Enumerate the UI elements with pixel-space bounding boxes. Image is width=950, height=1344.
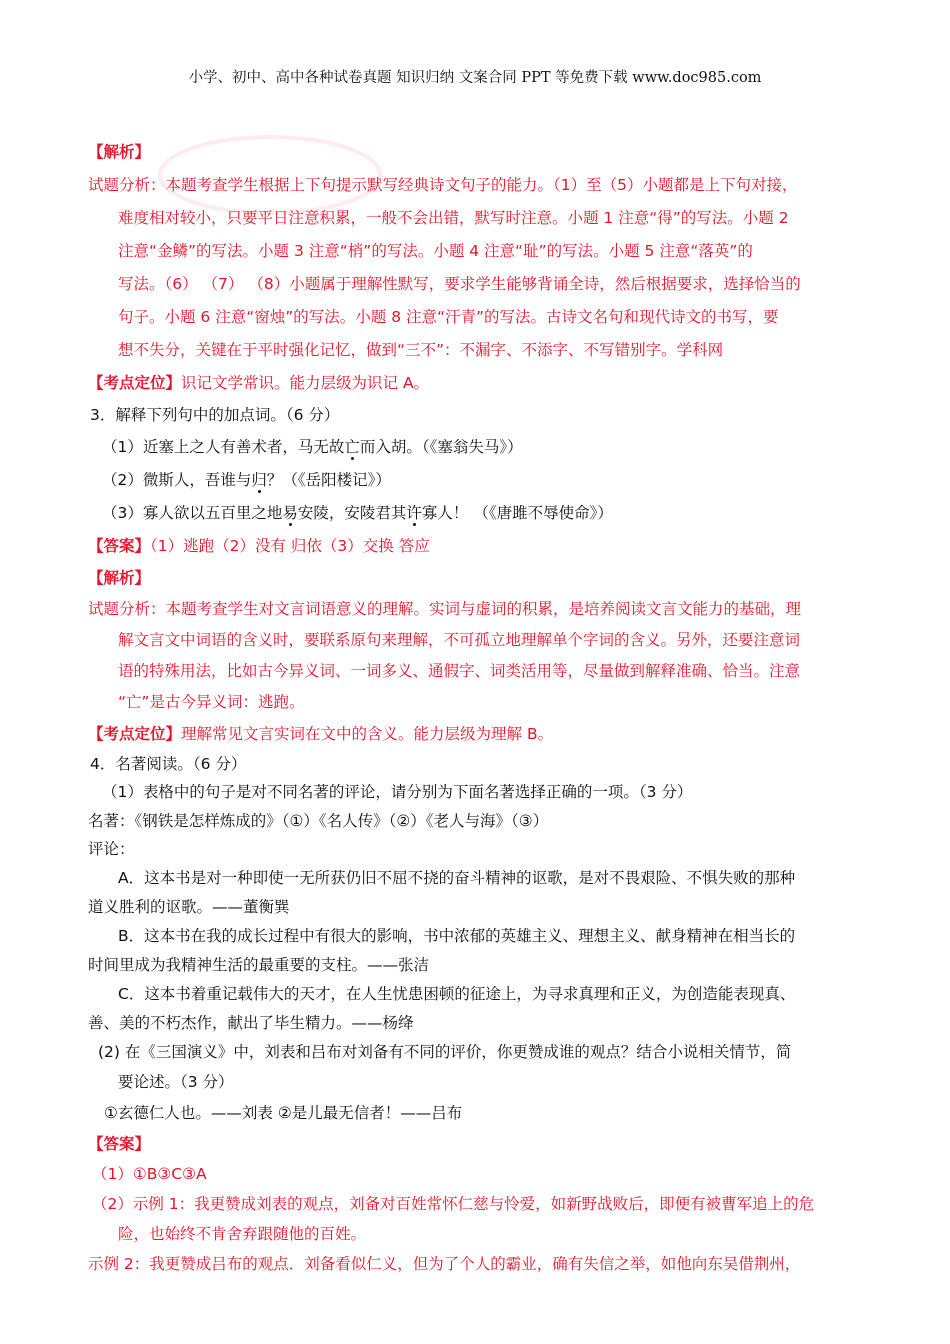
q4-comment-label: 评论： (88, 840, 135, 858)
analysis-line: 注意“金鳞”的写法。小题 3 注意“梢”的写法。小题 4 注意“耻”的写法。小题 5 注意“落英”的 (118, 242, 753, 260)
dotted-word: 易 (282, 504, 298, 522)
comment-b: B．这本书在我的成长过程中有很大的影响，书中浓郁的英雄主义、理想主义、献身精神在相当长的 (118, 927, 796, 945)
kaodian-text: 理解常见文言实词在文中的含义。能力层级为理解 B。 (181, 725, 554, 743)
q4-ans1: （1）①B③C③A (92, 1165, 207, 1183)
dotted-word: 亡 (344, 438, 360, 456)
kaodian-text: 识记文学常识。能力层级为识记 A。 (181, 374, 430, 392)
answer-tag: 【答案】 (88, 1135, 151, 1153)
q3-item-text: ？（《岳阳楼记》） (266, 471, 391, 489)
analysis-line: 句子。小题 6 注意“窗烛”的写法。小题 8 注意“汗青”的写法。古诗文名句和现代诗文的书写，要 (118, 308, 779, 326)
analysis-line: 想不失分，关键在于平时强化记忆，做到“三不”：不漏字、不添字、不写错别字。学科网 (118, 341, 724, 359)
q4-sub2-cont: 要论述。（3 分） (118, 1073, 234, 1091)
analysis-line: 语的特殊用法，比如古今异义词、一词多义、通假字、词类活用等，尽量做到解释准确、恰当。注意 (118, 662, 801, 680)
q4-sub1: （1）表格中的句子是对不同名著的评论，请分别为下面名著选择正确的一项。（3 分） (102, 783, 693, 801)
jiexi-tag: 【解析】 (88, 569, 151, 587)
analysis-line: “亡”是古今异义词：逃跑。 (118, 693, 305, 711)
answer-tag: 【答案】 (88, 537, 151, 555)
comment-c-cont: 善、美的不朽杰作，献出了毕生精力。——杨绛 (88, 1014, 414, 1032)
q3-item-1 (88, 431, 868, 464)
dotted-word: 归 (251, 471, 267, 489)
analysis-line: 试题分析：本题考查学生对文言词语意义的理解。实词与虚词的积累，是培养阅读文言文能力的基础，理 (88, 600, 802, 618)
q4-ans3: 示例 2：我更赞成吕布的观点．刘备看似仁义，但为了个人的霸业，确有失信之举，如他向东吴借荆州， (88, 1255, 801, 1273)
q3-item-text: 而入胡。（《塞翁失马》） (359, 438, 523, 456)
analysis-line: 难度相对较小，只要平日注意积累，一般不会出错，默写时注意。小题 1 注意“得”的写法。小题 2 (118, 209, 789, 227)
kaodian-tag: 【考点定位】 (88, 725, 182, 743)
q3-item-2 (88, 464, 868, 497)
q4-books: 名著：《钢铁是怎样炼成的》（①）《名人传》（②）《老人与海》（③） (88, 812, 549, 830)
document-body (88, 136, 868, 1279)
q3-item-text: （1）近塞上之人有善术者，马无故 (102, 438, 345, 456)
q3-answer-row (88, 530, 868, 563)
jiexi-tag: 【解析】 (88, 143, 151, 161)
analysis-line: 试题分析：本题考查学生根据上下句提示默写经典诗文句子的能力。（1）至（5）小题都是上下句对接， (88, 176, 798, 194)
q3-item-text: 安陵，安陵君其 (297, 504, 407, 522)
q4-sub2: (2) 在《三国演义》中，刘表和吕布对刘备有不同的评价，你更赞成谁的观点？结合小说相关情节，简 (98, 1043, 792, 1061)
q3-title: 3．解释下列句中的加点词。（6 分） (90, 406, 340, 424)
q4-ans2-cont: 险，也始终不肯舍弃跟随他的百姓。 (118, 1225, 367, 1243)
comment-a: A．这本书是对一种即使一无所获仍旧不屈不挠的奋斗精神的讴歌，是对不畏艰险、不惧失败的那种 (118, 869, 796, 887)
q4-quotes: ①玄德仁人也。——刘表 ②是儿最无信者！——吕布 (104, 1104, 463, 1122)
comment-b-cont: 时间里成为我精神生活的最重要的支柱。——张洁 (88, 956, 430, 974)
kaodian-row (88, 718, 868, 751)
analysis-line: 写法。（6） （7） （8）小题属于理解性默写，要求学生能够背诵全诗，然后根据要求，选择恰当的 (118, 275, 801, 293)
q4-title: 4．名著阅读。（6 分） (90, 755, 247, 773)
answer-text: （1）逃跑（2）没有 归依（3）交换 答应 (150, 537, 430, 555)
comment-a-cont: 道义胜利的讴歌。——董衡巽 (88, 898, 290, 916)
page-header: 小学、初中、高中各种试卷真题 知识归纳 文案合同 PPT 等免费下载 www.doc985.com (188, 70, 762, 86)
analysis-line: 解文言文中词语的含义时，要联系原句来理解，不可孤立地理解单个字词的含义。另外，还要注意词 (118, 631, 801, 649)
kaodian-tag: 【考点定位】 (88, 374, 182, 392)
q3-item-text: （2）微斯人，吾谁与 (102, 471, 252, 489)
dotted-word: 许 (406, 504, 422, 522)
q3-item-text: （3）寡人欲以五百里之地 (102, 504, 283, 522)
sec1-analysis (88, 169, 868, 367)
q3-item-text: 寡人！ （《唐雎不辱使命》） (421, 504, 613, 522)
q3-item-3 (88, 497, 868, 530)
q4-ans2: （2）示例 1：我更赞成刘表的观点，刘备对百姓常怀仁慈与怜爱，如新野战败后，即便有被曹军追上的危 (92, 1195, 815, 1213)
kaodian-row (88, 367, 868, 400)
comment-c: C．这本书着重记载伟大的天才，在人生忧患困顿的征途上，为寻求真理和正义，为创造能表现真、 (118, 985, 796, 1003)
